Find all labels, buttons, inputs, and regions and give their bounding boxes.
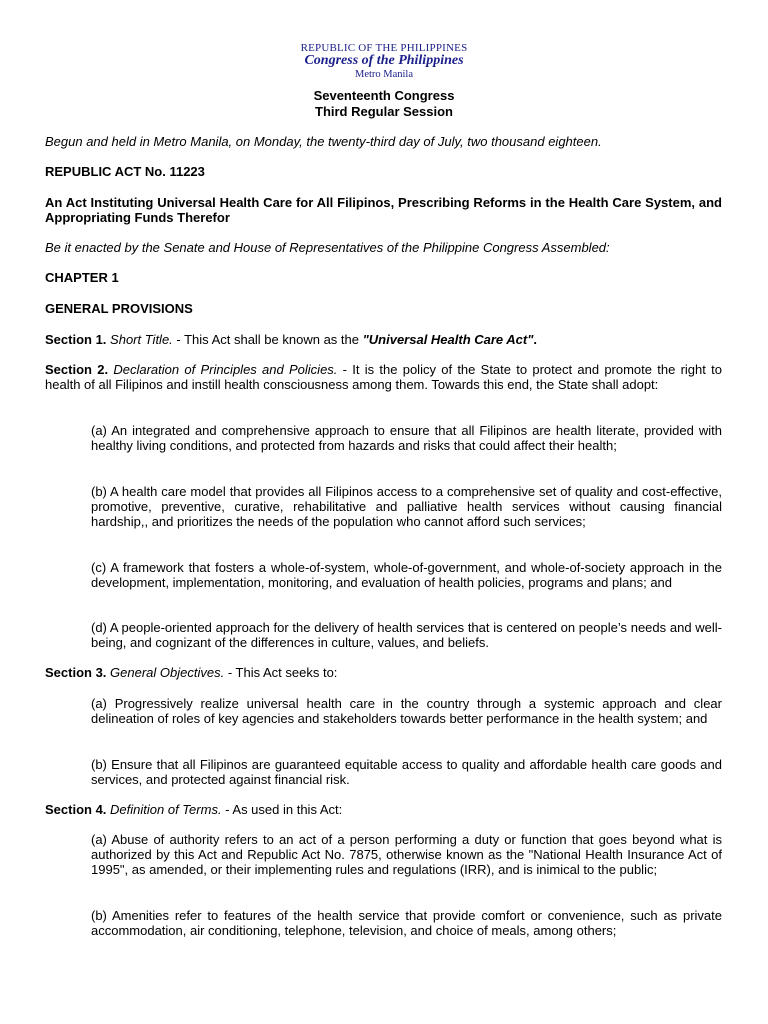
section-3-item-b: (b) Ensure that all Filipinos are guaranteed equitable access to quality and affordable health care goods and services, and protected against financial risk. xyxy=(91,757,722,787)
section-1-text: - This Act shall be known as the xyxy=(172,332,363,347)
section-3-item-a: (a) Progressively realize universal health care in the country through a systemic approach and clear delineation of roles of key agencies and stakeholders towards better performance in the health system; and xyxy=(91,696,722,726)
session-regular: Third Regular Session xyxy=(315,104,453,119)
letterhead-city: Metro Manila xyxy=(354,69,414,80)
chapter-title: GENERAL PROVISIONS xyxy=(45,301,193,316)
section-2 xyxy=(45,362,722,392)
section-2-item-b: (b) A health care model that provides all Filipinos access to a comprehensive set of quality and cost-effective, promotive, preventive, curative, rehabilitative and palliative health services without causing financial hardship,, and prioritizes the needs of the population who cannot afford such services; xyxy=(91,484,722,529)
section-3 xyxy=(45,665,722,680)
section-3-label: Section 3. xyxy=(45,665,107,680)
letterhead-republic: REPUBLIC OF THE PHILIPPINES xyxy=(300,42,468,54)
section-4 xyxy=(45,802,722,817)
letterhead-congress: Congress of the Philippines xyxy=(304,53,464,68)
section-2-item-c: (c) A framework that fosters a whole-of-system, whole-of-government, and whole-of-society approach in the development, implementation, monitoring, and evaluation of health policies, programs and plans; and xyxy=(91,560,722,590)
section-1-act-name: "Universal Health Care Act" xyxy=(362,332,534,347)
section-1 xyxy=(45,332,722,347)
section-2-item-a: (a) An integrated and comprehensive approach to ensure that all Filipinos are health literate, provided with healthy living conditions, and protected from hazards and risks that could affect their health; xyxy=(91,423,722,453)
section-4-title: Definition of Terms. xyxy=(110,802,222,817)
section-1-period: . xyxy=(533,332,538,347)
session-congress: Seventeenth Congress xyxy=(313,88,455,103)
section-2-title: Declaration of Principles and Policies. xyxy=(113,362,338,377)
section-2-text: - It is the policy of the State to protect and promote the right to health of all Filipinos and instill health consciousness among them. Towards this end, the State shall adopt: xyxy=(45,362,722,392)
section-1-label: Section 1. xyxy=(45,332,107,347)
section-3-text: - This Act seeks to: xyxy=(224,665,338,680)
act-number: REPUBLIC ACT No. 11223 xyxy=(45,164,205,179)
section-4-label: Section 4. xyxy=(45,802,107,817)
enacting-clause: Be it enacted by the Senate and House of Representatives of the Philippine Congress Assembled: xyxy=(45,240,610,255)
section-2-label: Section 2. xyxy=(45,362,109,377)
section-2-item-d: (d) A people-oriented approach for the delivery of health services that is centered on people’s needs and well-being, and cognizant of the differences in culture, values, and beliefs. xyxy=(91,620,722,650)
section-1-title: Short Title. xyxy=(110,332,173,347)
chapter-number: CHAPTER 1 xyxy=(45,270,119,285)
act-title: An Act Instituting Universal Health Care for All Filipinos, Prescribing Reforms in the Health Care System, and Appropriating Funds Therefor xyxy=(45,195,722,225)
section-4-text: - As used in this Act: xyxy=(221,802,343,817)
section-3-title: General Objectives. xyxy=(110,665,225,680)
section-4-item-a: (a) Abuse of authority refers to an act of a person performing a duty or function that goes beyond what is authorized by this Act and Republic Act No. 7875, otherwise known as the "National Health Insurance Act of 1995", as amended, or their implementing rules and regulations (IRR), and is inimical to the public; xyxy=(91,832,722,877)
section-4-item-b: (b) Amenities refer to features of the health service that provide comfort or convenience, such as private accommodation, air conditioning, telephone, television, and choice of meals, among others; xyxy=(91,908,722,938)
begun-clause: Begun and held in Metro Manila, on Monday, the twenty-third day of July, two thousand eighteen. xyxy=(45,134,602,149)
